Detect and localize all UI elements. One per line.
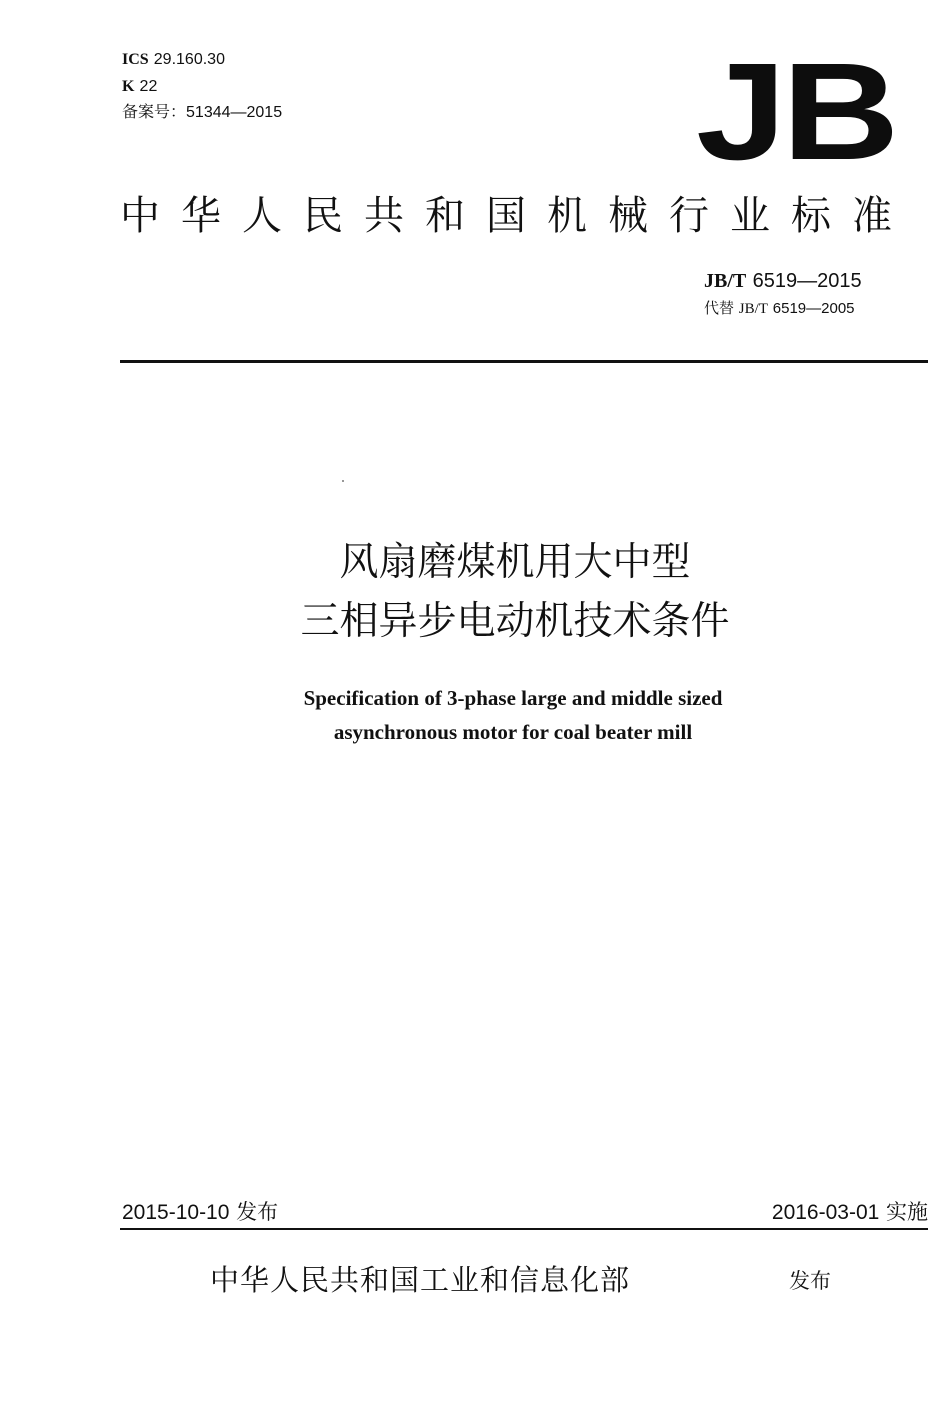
replaces-code: JB/T bbox=[738, 301, 768, 317]
filing-label: 备案号： bbox=[122, 102, 187, 121]
replaces-label: 代替 bbox=[704, 299, 735, 317]
filing-number bbox=[122, 102, 282, 123]
english-title-line-1: Specification of 3-phase large and middle sized bbox=[303, 686, 723, 710]
replaces-number: 6519—2005 bbox=[772, 300, 855, 317]
implement-date-value: 2016-03-01 bbox=[771, 1201, 880, 1224]
standard-number bbox=[704, 267, 862, 294]
publish-date-value: 2015-10-10 bbox=[122, 1201, 230, 1224]
ccs-value: 22 bbox=[139, 78, 158, 95]
jb-logo: JB bbox=[696, 35, 895, 189]
implement-label: 实施 bbox=[886, 1200, 928, 1224]
ccs-label: K bbox=[122, 78, 135, 95]
ics-label: ICS bbox=[122, 51, 149, 68]
bottom-divider bbox=[120, 1228, 928, 1230]
top-divider bbox=[120, 360, 928, 363]
issuing-action: 发布 bbox=[789, 1269, 831, 1293]
ccs-code bbox=[122, 76, 157, 97]
chinese-title-line-1: 风扇磨煤机用大中型 bbox=[339, 540, 691, 585]
ics-value: 29.160.30 bbox=[153, 51, 225, 68]
industry-standard-title: 中华人民共和国机械行业标准 bbox=[120, 193, 913, 239]
replaces-standard bbox=[704, 298, 855, 319]
scan-speck bbox=[342, 480, 344, 482]
standard-prefix: JB/T bbox=[704, 270, 747, 292]
ics-code bbox=[122, 49, 225, 70]
implement-date bbox=[772, 1198, 928, 1227]
issuing-authority: 中华人民共和国工业和信息化部 bbox=[210, 1263, 631, 1297]
filing-value: 51344—2015 bbox=[186, 104, 283, 121]
standard-number-value: 6519—2015 bbox=[752, 270, 862, 292]
chinese-title-line-2: 三相异步电动机技术条件 bbox=[300, 599, 730, 644]
english-title-line-2: asynchronous motor for coal beater mill bbox=[333, 720, 693, 744]
publish-label: 发布 bbox=[236, 1200, 279, 1224]
publish-date bbox=[122, 1198, 278, 1227]
